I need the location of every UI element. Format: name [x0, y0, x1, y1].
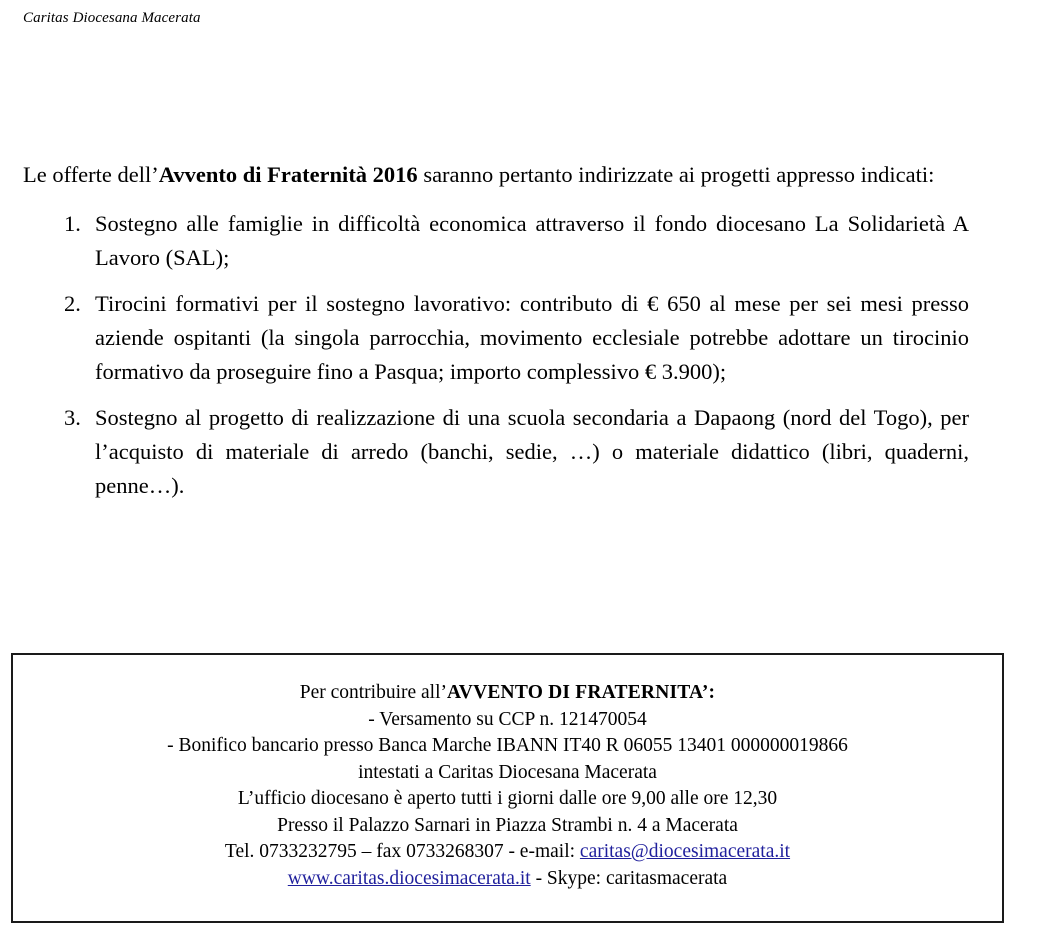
contact-line-address: Presso il Palazzo Sarnari in Piazza Strambi n. 4 a Macerata: [277, 814, 738, 836]
contact-line-iban: - Bonifico bancario presso Banca Marche IBANN IT40 R 06055 13401 000000019866: [167, 735, 848, 756]
list-item-text: Sostegno alle famiglie in difficoltà economica attraverso il fondo diocesano La Solidarietà A Lavoro (SAL);: [95, 211, 969, 270]
list-item-number: 3.: [64, 405, 81, 430]
website-link[interactable]: www.caritas.diocesimacerata.it: [287, 867, 531, 889]
list-item: [23, 287, 969, 389]
intro-paragraph: [23, 158, 969, 192]
intro-campaign-title: Avvento di Fraternità 2016: [158, 162, 418, 187]
list-item: [23, 401, 969, 503]
contact-box: [11, 653, 1004, 923]
list-item-number: 2.: [64, 291, 81, 316]
contact-phone-fax-text: Tel. 0733232795 – fax 0733268307 - e-mail:: [224, 841, 580, 862]
contact-line-ccp: - Versamento su CCP n. 121470054: [368, 708, 647, 730]
skype-text: - Skype: caritasmacerata: [530, 867, 728, 889]
intro-text-after-bold: saranno pertanto indirizzate ai progetti appresso indicati:: [417, 162, 935, 187]
running-header: Caritas Diocesana Macerata: [23, 10, 201, 26]
list-item: [23, 207, 969, 275]
intro-text-before-bold: Le offerte dell’: [23, 162, 159, 187]
document-body: [23, 158, 969, 503]
contact-line-phone-email: [13, 839, 1002, 866]
contact-line-account-holder: intestati a Caritas Diocesana Macerata: [358, 761, 657, 783]
contact-line-heading: [13, 680, 1002, 707]
contact-heading-prefix: Per contribuire all’: [299, 682, 448, 703]
project-list: [23, 207, 969, 503]
contact-line-website-skype: [13, 866, 1002, 893]
contact-heading-campaign: AVVENTO DI FRATERNITA’:: [447, 682, 716, 703]
contact-line-office-hours: L’ufficio diocesano è aperto tutti i giorni dalle ore 9,00 alle ore 12,30: [237, 788, 778, 809]
contact-lines: [13, 680, 1002, 892]
email-link[interactable]: caritas@diocesimacerata.it: [579, 841, 791, 862]
list-item-text: Sostegno al progetto di realizzazione di una scuola secondaria a Dapaong (nord del Togo), per l’acquisto di materiale di arredo (banchi, sedie, …) o materiale didattico (libri, quaderni, penne…).: [95, 405, 969, 498]
list-item-text: Tirocini formativi per il sostegno lavorativo: contributo di € 650 al mese per sei mesi presso aziende ospitanti (la singola parrocchia, movimento ecclesiale potrebbe adottare un tirocinio formativo da proseguire fino a Pasqua; importo complessivo € 3.900);: [95, 291, 969, 384]
list-item-number: 1.: [64, 211, 81, 236]
